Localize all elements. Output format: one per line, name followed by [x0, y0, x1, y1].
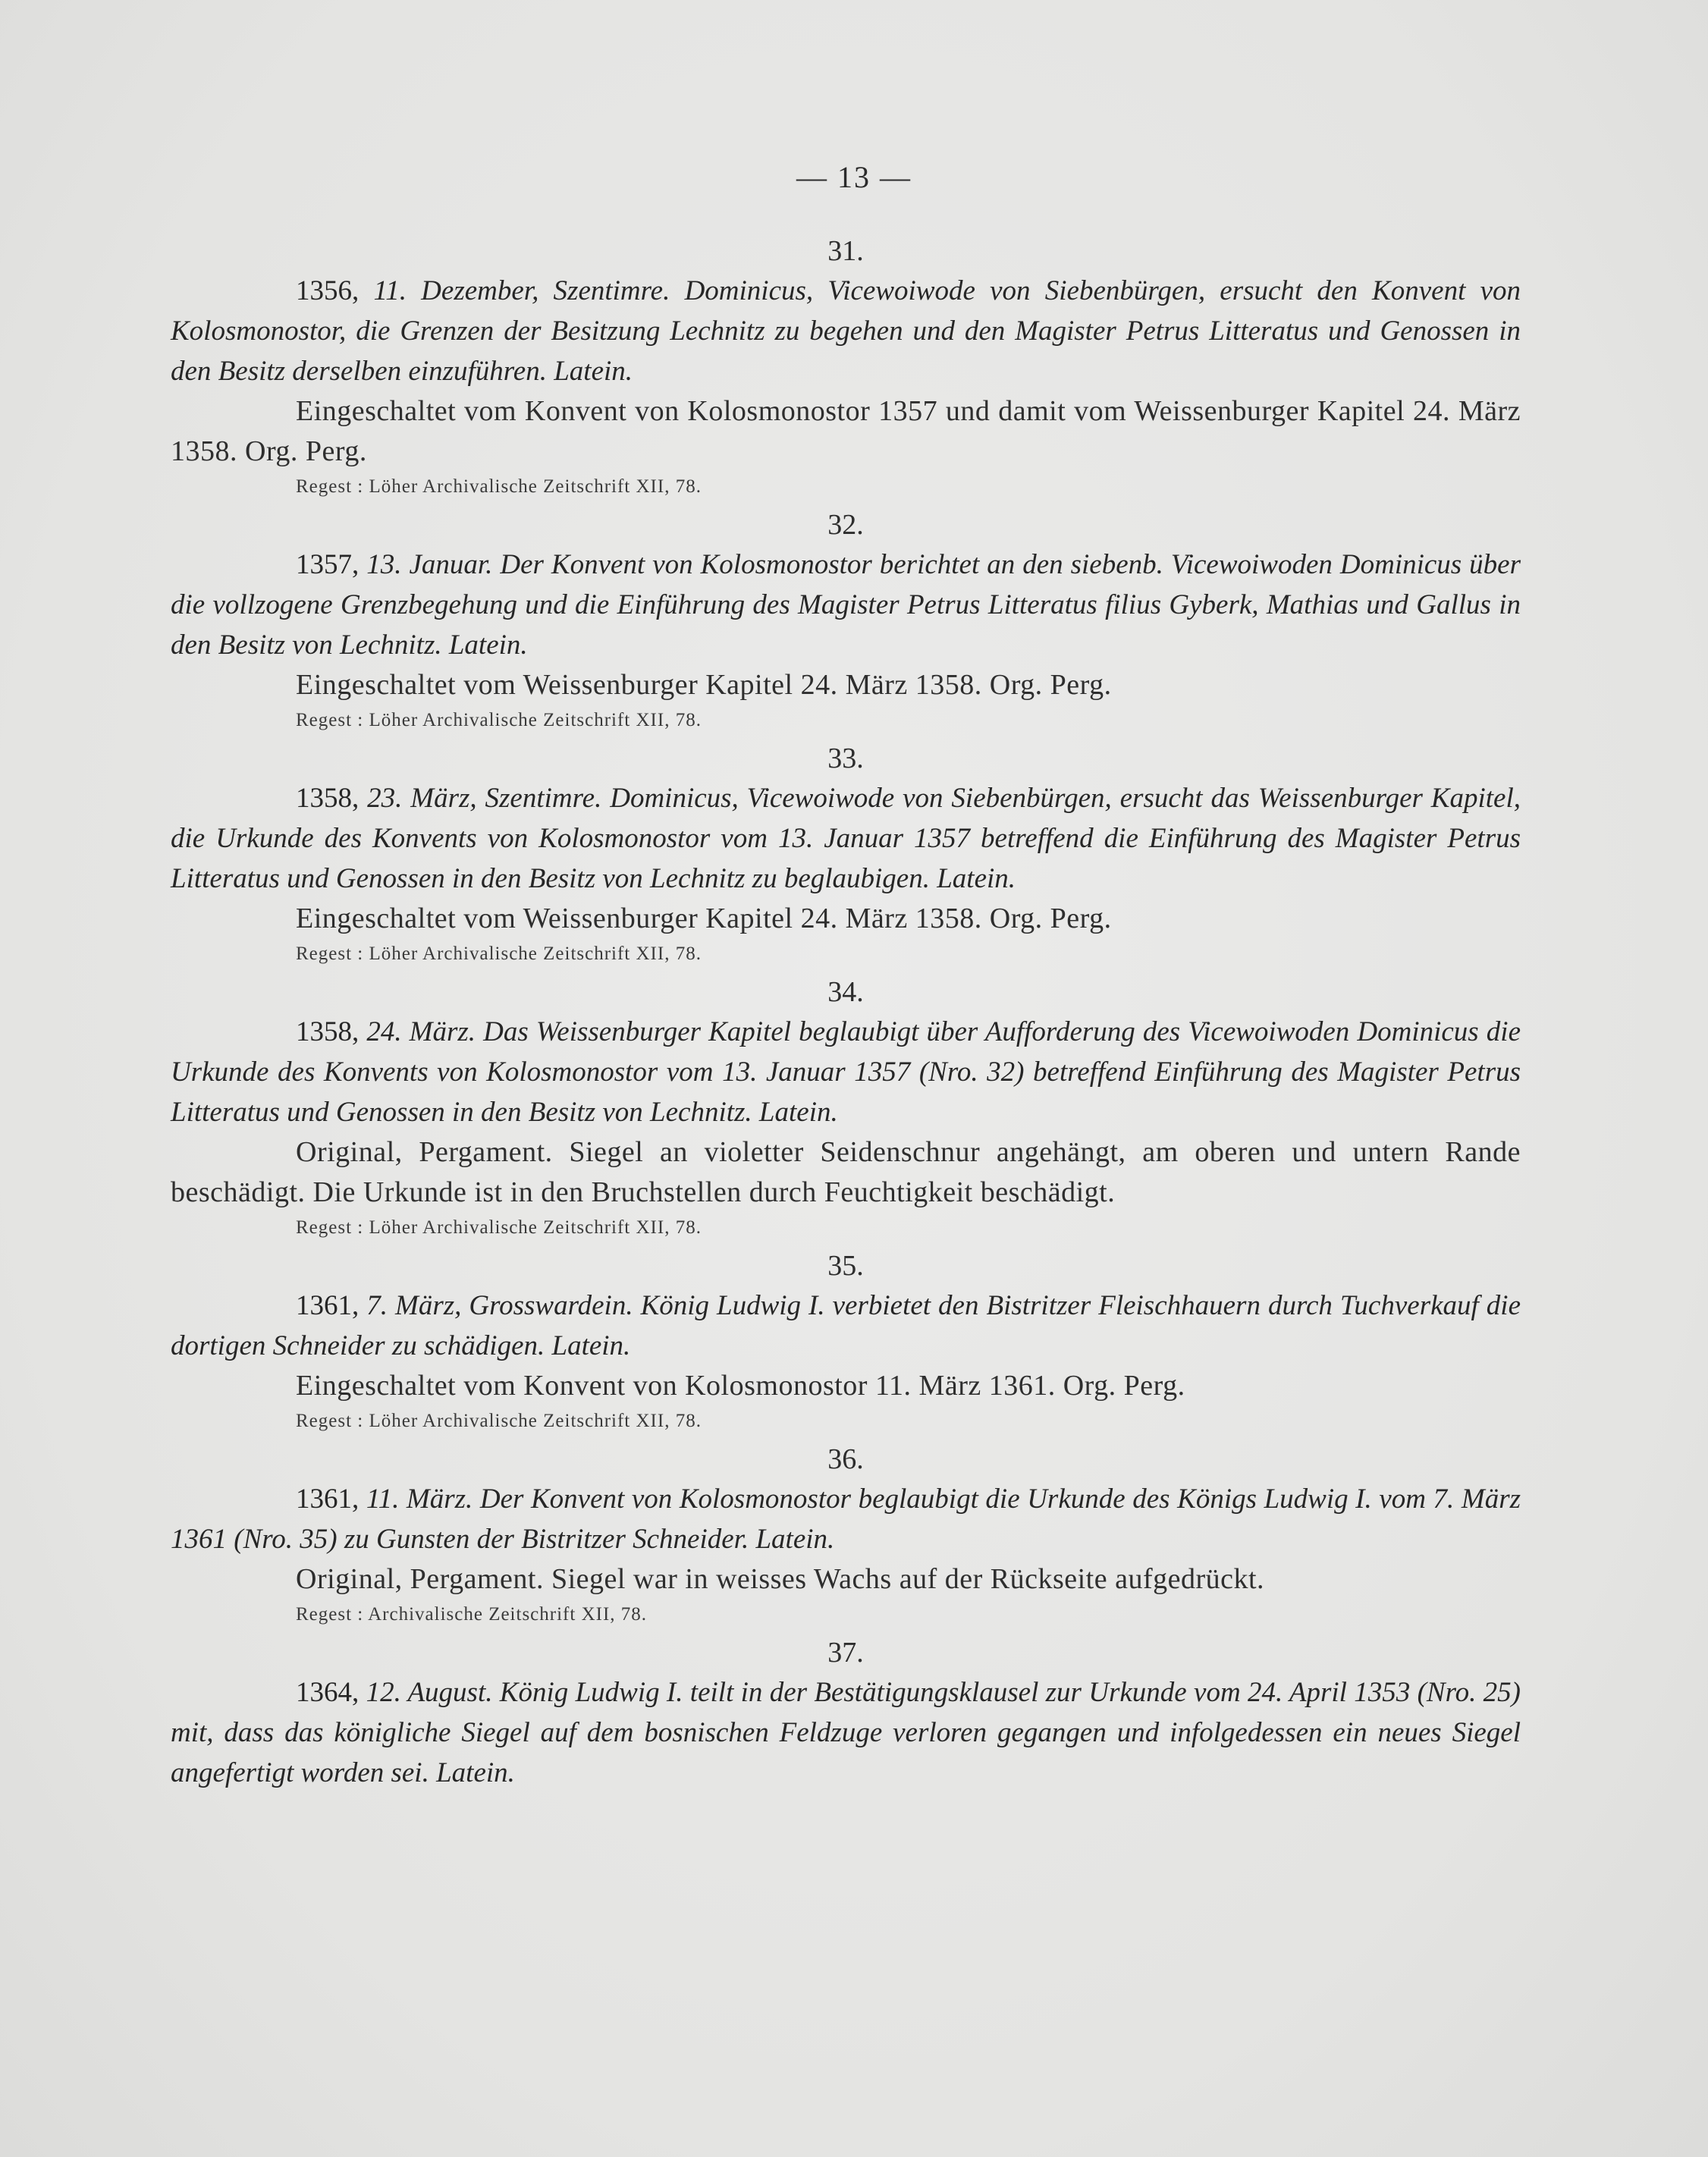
entry-heading: [171, 1672, 1521, 1793]
entry-heading: [171, 1286, 1521, 1366]
entry-summary: 24. März. Das Weissenburger Kapitel beglaubigt über Aufforderung des Vicewoiwoden Dominicus die Urkunde des Konvents von Kolosmonostor vom 13. Januar 1357 (Nro. 32) betreffend Einführung des Magister Petrus Litteratus und Genossen in den Besitz von Lechnitz. Latein.: [171, 1016, 1521, 1128]
entry-heading: [171, 545, 1521, 665]
entry-year: 1358,: [296, 783, 359, 814]
entry-summary: 7. März, Grosswardein. König Ludwig I. verbietet den Bistritzer Fleischhauern durch Tuchverkauf die dortigen Schneider zu schädigen. Latein.: [171, 1290, 1521, 1361]
entry-33: [171, 739, 1521, 969]
entry-year: 1364,: [296, 1677, 359, 1708]
page-number: — 13 —: [796, 160, 912, 194]
entry-regest: Regest : Löher Archivalische Zeitschrift XII, 78.: [296, 1411, 702, 1431]
entry-number: 37.: [827, 1637, 864, 1669]
entry-source: Eingeschaltet vom Weissenburger Kapitel 24. März 1358. Org. Perg.: [296, 669, 1112, 701]
entry-source: Original, Pergament. Siegel war in weisses Wachs auf der Rückseite aufgedrückt.: [296, 1563, 1265, 1595]
entry-source: Original, Pergament. Siegel an violetter Seidenschnur angehängt, am oberen und untern Rande beschädigt. Die Urkunde ist in den Bruchstellen durch Feuchtigkeit beschädigt.: [171, 1136, 1521, 1208]
entry-regest: Regest : Löher Archivalische Zeitschrift XII, 78.: [296, 1217, 702, 1238]
entry-regest: Regest : Löher Archivalische Zeitschrift XII, 78.: [296, 476, 702, 497]
entry-number: 32.: [827, 509, 864, 541]
entry-number: 31.: [827, 235, 864, 267]
entry-regest: Regest : Löher Archivalische Zeitschrift XII, 78.: [296, 710, 702, 730]
entry-31: [171, 231, 1521, 502]
entry-source: Eingeschaltet vom Konvent von Kolosmonostor 1357 und damit vom Weissenburger Kapitel 24. März 1358. Org. Perg.: [171, 395, 1521, 467]
entry-summary: 23. März, Szentimre. Dominicus, Vicewoiwode von Siebenbürgen, ersucht das Weissenburger Kapitel, die Urkunde des Konvents von Kolosmonostor vom 13. Januar 1357 betreffend die Einführung des Magister Petrus Litteratus und Genossen in den Besitz von Lechnitz zu beglaubigen. Latein.: [171, 783, 1521, 894]
entry-36: [171, 1440, 1521, 1630]
entry-heading: [171, 778, 1521, 899]
entry-37: [171, 1633, 1521, 1793]
entry-regest: Regest : Archivalische Zeitschrift XII, 78.: [296, 1604, 648, 1625]
entry-number: 33.: [827, 743, 864, 774]
entry-35: [171, 1246, 1521, 1436]
entry-34: [171, 972, 1521, 1243]
entry-number: 35.: [827, 1250, 864, 1282]
entry-regest: Regest : Löher Archivalische Zeitschrift XII, 78.: [296, 943, 702, 964]
entry-year: 1356,: [296, 275, 359, 306]
entry-source: Eingeschaltet vom Weissenburger Kapitel 24. März 1358. Org. Perg.: [296, 903, 1112, 934]
entry-source: Eingeschaltet vom Konvent von Kolosmonostor 11. März 1361. Org. Perg.: [296, 1370, 1185, 1402]
entry-year: 1357,: [296, 549, 359, 580]
entry-number: 34.: [827, 976, 864, 1008]
entry-summary: 11. März. Der Konvent von Kolosmonostor beglaubigt die Urkunde des Königs Ludwig I. vom 7. März 1361 (Nro. 35) zu Gunsten der Bistritzer Schneider. Latein.: [171, 1484, 1521, 1555]
entry-summary: 12. August. König Ludwig I. teilt in der Bestätigungsklausel zur Urkunde vom 24. April 1353 (Nro. 25) mit, dass das königliche Siegel auf dem bosnischen Feldzuge verloren gegangen und infolgedessen ein neues Siegel angefertigt worden sei. Latein.: [171, 1677, 1521, 1788]
entry-summary: 13. Januar. Der Konvent von Kolosmonostor berichtet an den siebenb. Vicewoiwoden Dominicus über die vollzogene Grenzbegehung und die Einführung des Magister Petrus Litteratus filius Gyberk, Mathias und Gallus in den Besitz von Lechnitz. Latein.: [171, 549, 1521, 661]
entry-summary: 11. Dezember, Szentimre. Dominicus, Vicewoiwode von Siebenbürgen, ersucht den Konvent von Kolosmonostor, die Grenzen der Besitzung Lechnitz zu begehen und den Magister Petrus Litteratus und Genossen in den Besitz derselben einzuführen. Latein.: [171, 275, 1521, 387]
entry-heading: [171, 1479, 1521, 1559]
entry-year: 1358,: [296, 1016, 359, 1047]
document-body: [171, 231, 1521, 1793]
entry-number: 36.: [827, 1443, 864, 1475]
entry-heading: [171, 271, 1521, 391]
entry-year: 1361,: [296, 1484, 359, 1515]
entry-heading: [171, 1012, 1521, 1132]
entry-year: 1361,: [296, 1290, 359, 1321]
entry-32: [171, 505, 1521, 736]
